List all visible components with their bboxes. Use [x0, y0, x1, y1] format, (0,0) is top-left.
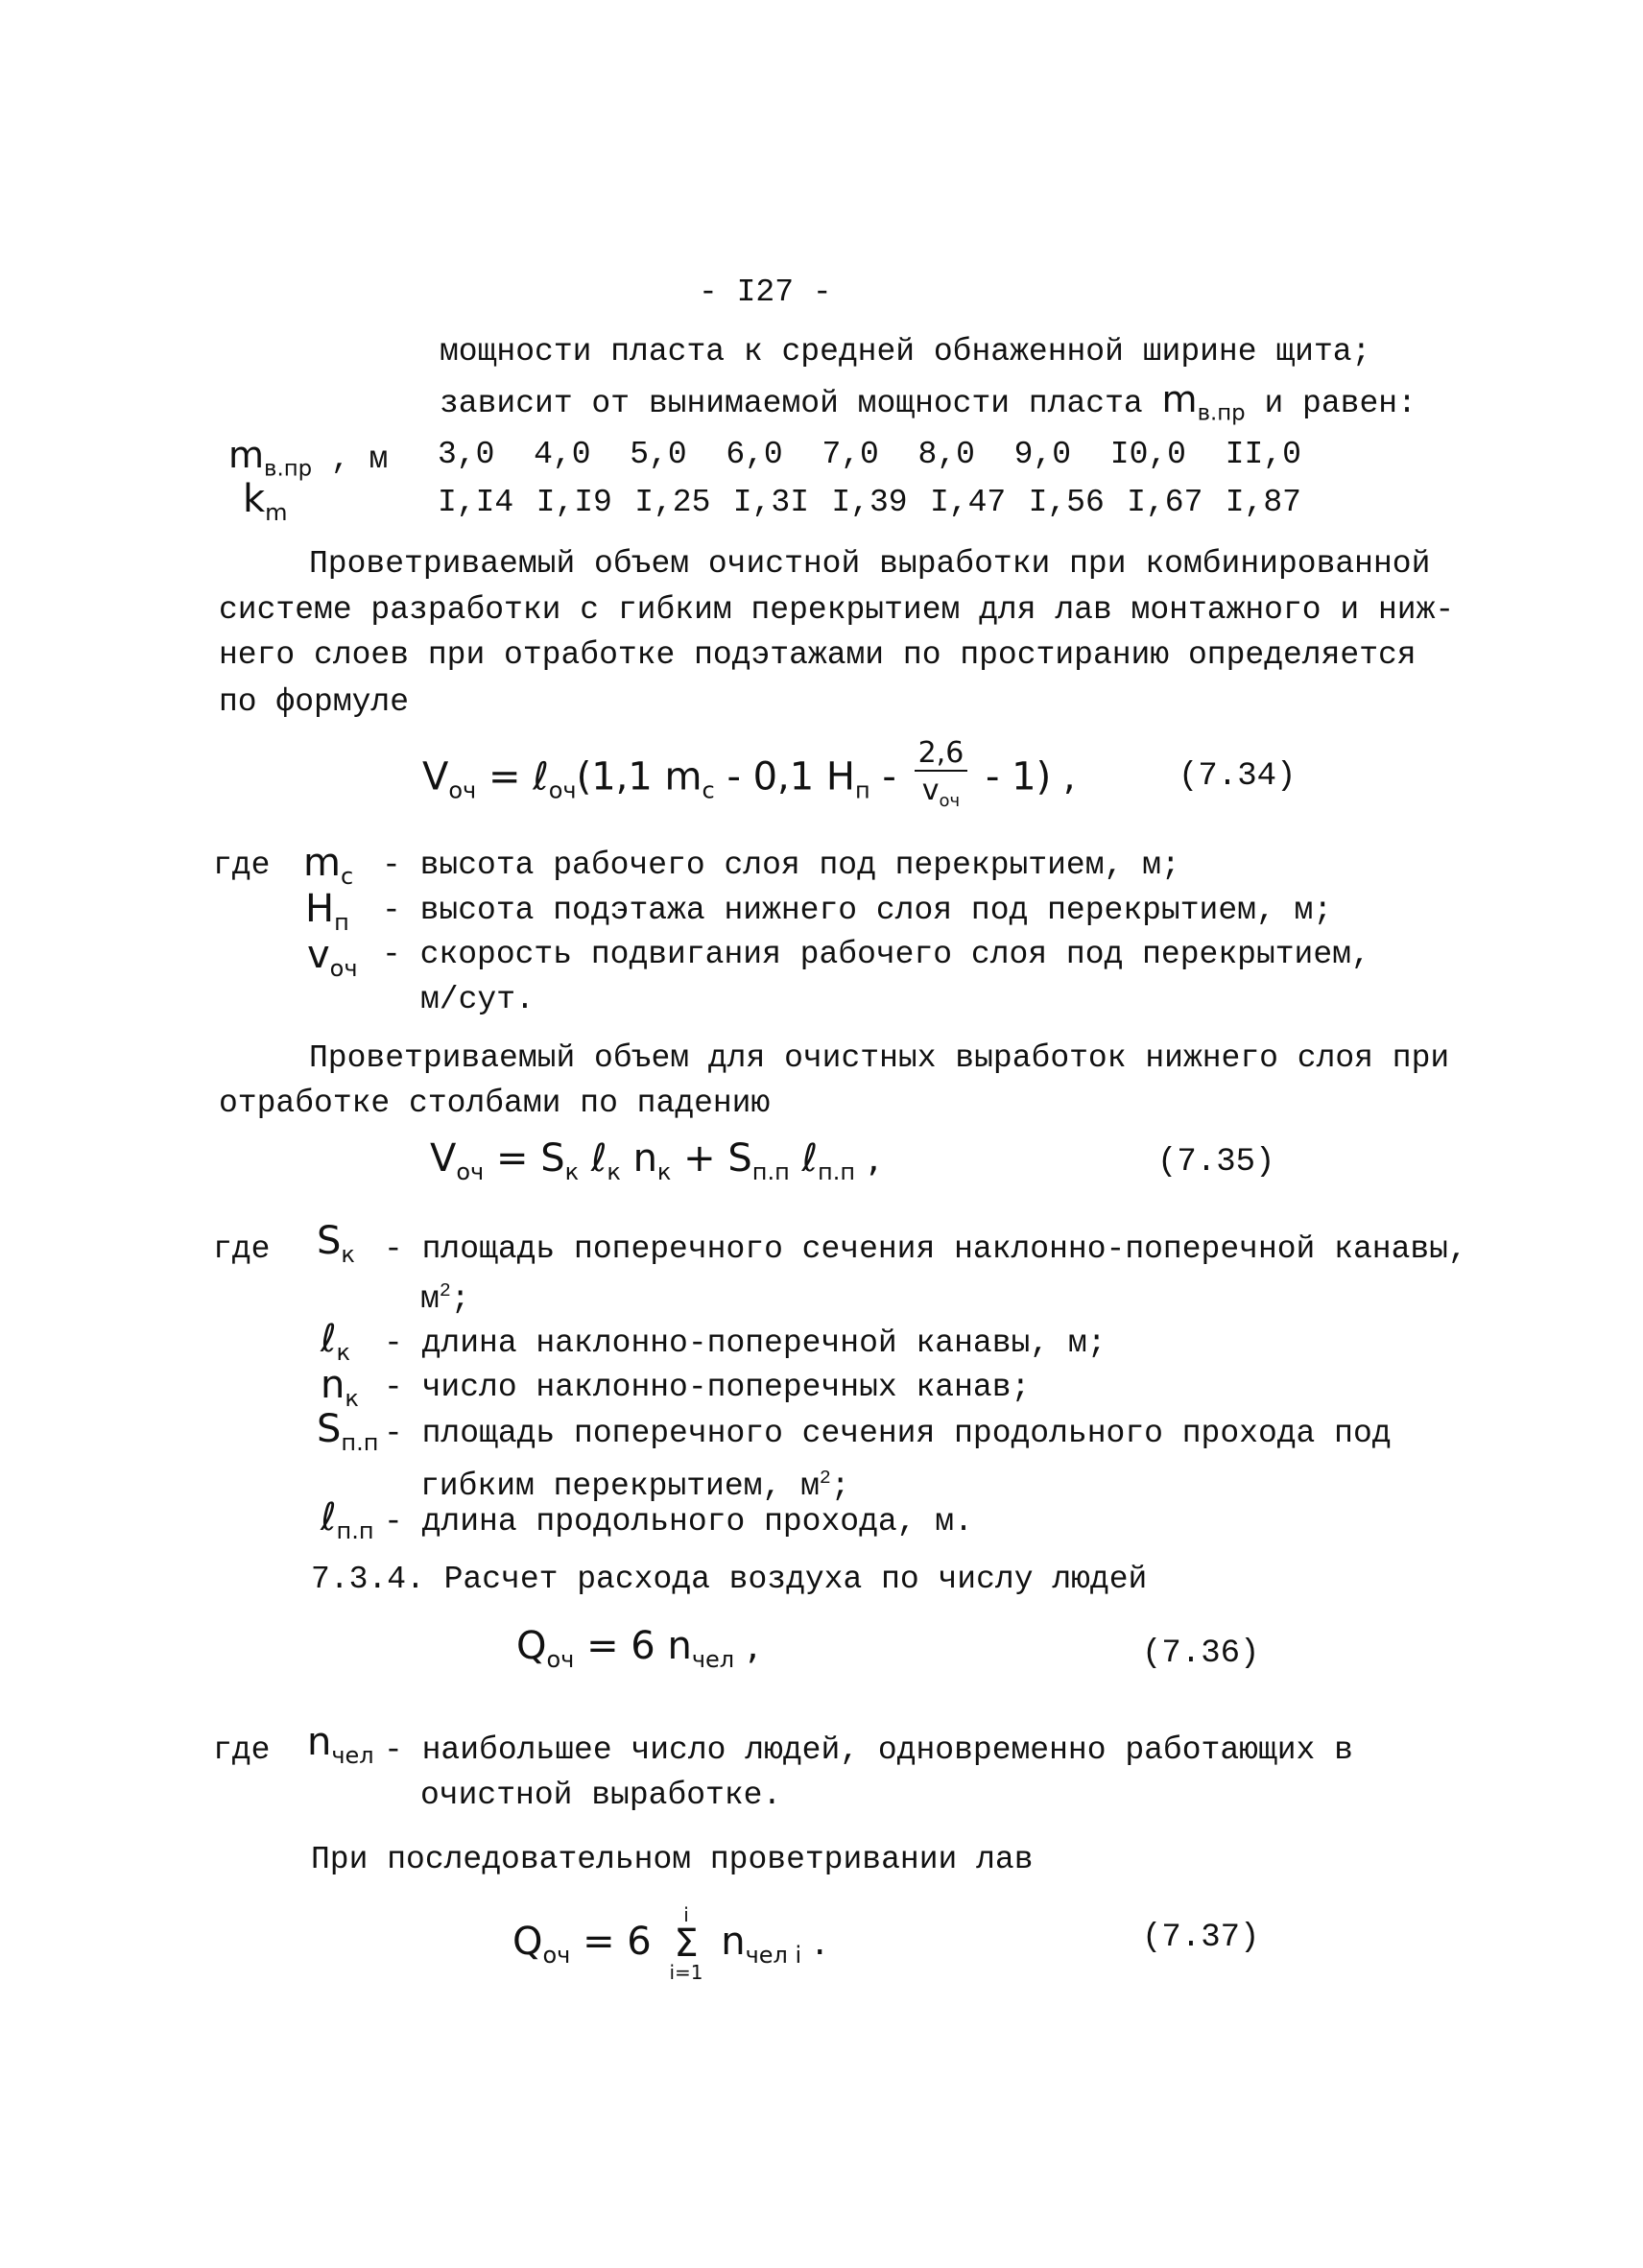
para2-line-2: отработке столбами по падению	[219, 1086, 771, 1121]
row1-values	[438, 437, 1301, 472]
where-label-1: где	[213, 848, 271, 883]
intro-line-2-prefix: зависит от вынимаемой мощности пласта	[440, 386, 1143, 421]
row1-unit: , м	[330, 442, 389, 477]
formula-7-37: $Q_{оч} = 6$ i Σ i=1 $n_{чел i}$ .	[512, 1903, 826, 1984]
table-cell: I,87	[1225, 485, 1301, 520]
def-symbol-nk: $n_к$	[321, 1363, 359, 1412]
def-text-nchel: - наибольшее число людей, одновременно работающих в	[384, 1732, 1353, 1768]
def-text-sk: - площадь поперечного сечения наклонно-поперечной канавы,	[384, 1231, 1467, 1267]
table-cell: I,47	[929, 485, 1007, 520]
def-symbol-lk: ℓ$_к$	[321, 1317, 351, 1366]
table-row-mvpr	[228, 434, 388, 482]
def-text-voch-unit: м/сут.	[420, 982, 535, 1017]
table-cell: I,67	[1127, 485, 1203, 520]
intro-line-2	[440, 380, 1417, 433]
table-row-km	[243, 477, 288, 526]
para1-line-3: него слоев при отработке подэтажами по простиранию определяется	[219, 637, 1417, 673]
fraction: $\frac{2,6}{v_{оч}}$	[915, 737, 968, 821]
where-label-2: где	[213, 1231, 271, 1267]
def-text-lpp: - длина продольного прохода, м.	[384, 1504, 973, 1540]
para1-line-2: системе разработки с гибким перекрытием для лав монтажного и ниж-	[219, 592, 1455, 628]
def-symbol-hn: $H_п$	[305, 887, 349, 936]
table-cell: I0,0	[1109, 437, 1186, 472]
table-cell: I,I9	[536, 485, 612, 520]
def-symbol-mc: $m_c$	[303, 841, 354, 890]
def-text-nchel-line2: очистной выработке.	[420, 1778, 782, 1813]
table-cell: 7,0	[822, 437, 879, 472]
def-text-nk: - число наклонно-поперечных канав;	[384, 1370, 1031, 1405]
table-cell: I,I4	[438, 485, 514, 520]
sum-symbol: i Σ i=1	[669, 1903, 703, 1984]
formula-7-36: $Q_{оч} = 6$ $n_{чел}$ ,	[516, 1624, 759, 1673]
table-cell: I,3I	[732, 485, 809, 520]
table-cell: I,25	[634, 485, 711, 520]
table-cell: I,56	[1028, 485, 1105, 520]
row2-values	[438, 485, 1301, 520]
section-heading-7-3-4: 7.3.4. Расчет расхода воздуха по числу людей	[311, 1562, 1148, 1597]
para2-line-1: Проветриваемый объем для очистных выработок нижнего слоя при	[309, 1040, 1450, 1076]
equation-number-7-34: (7.34)	[1179, 758, 1297, 795]
table-cell: 9,0	[1013, 437, 1072, 472]
para1-line-1: Проветриваемый объем очистной выработки при комбинированной	[309, 546, 1431, 582]
def-text-spp: - площадь поперечного сечения продольного прохода под	[384, 1416, 1392, 1451]
equation-number-7-36: (7.36)	[1142, 1635, 1260, 1672]
table-cell: I,39	[831, 485, 908, 520]
intro-line-1: мощности пласта к средней обнаженной ширине щита;	[440, 334, 1371, 370]
def-symbol-voch: $v_{оч}$	[307, 933, 358, 982]
table-cell: 3,0	[438, 437, 495, 472]
intro-line-2-suffix: и равен:	[1264, 386, 1417, 421]
def-text-mc: - высота рабочего слоя под перекрытием, м;	[382, 848, 1180, 883]
where-label-3: где	[213, 1732, 271, 1768]
formula-7-35: $V_{оч} = S_к$ ℓ$_к$ $n_к + S_{п.п}$ ℓ$_{п.п}$ ,	[430, 1136, 880, 1185]
row2-label: $k_m$	[243, 477, 288, 526]
row1-label: $m_{в.пр}$	[228, 434, 313, 482]
equation-number-7-35: (7.35)	[1157, 1144, 1275, 1181]
def-symbol-nchel: $n_{чел}$	[307, 1720, 374, 1769]
table-cell: 6,0	[726, 437, 783, 472]
table-cell: 5,0	[630, 437, 687, 472]
def-text-lk: - длина наклонно-поперечной канавы, м;	[384, 1325, 1107, 1361]
formula-7-34: $V_{оч}$ = ℓ$_{оч}$(1,1 $m_c - 0,1$ $H_п$ - $\frac{2,6}{v_{оч}}$ - 1) ,	[422, 737, 1076, 821]
def-symbol-lpp: ℓ$_{п.п}$	[321, 1495, 374, 1544]
def-symbol-sk: $S_к$	[317, 1219, 355, 1268]
def-text-hn: - высота подэтажа нижнего слоя под перекрытием, м;	[382, 893, 1333, 928]
def-text-sk-unit: $м^2$;	[420, 1280, 470, 1317]
para3: При последовательном проветривании лав	[311, 1842, 1034, 1877]
def-symbol-spp: $S_{п.п}$	[317, 1407, 379, 1456]
equation-number-7-37: (7.37)	[1142, 1920, 1260, 1956]
para1-line-4: по формуле	[219, 684, 410, 720]
page-number: - I27 -	[699, 275, 832, 310]
table-cell: 4,0	[534, 437, 591, 472]
table-cell: 8,0	[917, 437, 975, 472]
table-cell: II,0	[1225, 437, 1301, 472]
def-text-spp-line2: гибким перекрытием, $м^2$;	[420, 1468, 850, 1504]
def-text-voch: - скорость подвигания рабочего слоя под перекрытием,	[382, 937, 1370, 972]
intro-symbol: $m_{в.пр}$	[1161, 378, 1246, 426]
